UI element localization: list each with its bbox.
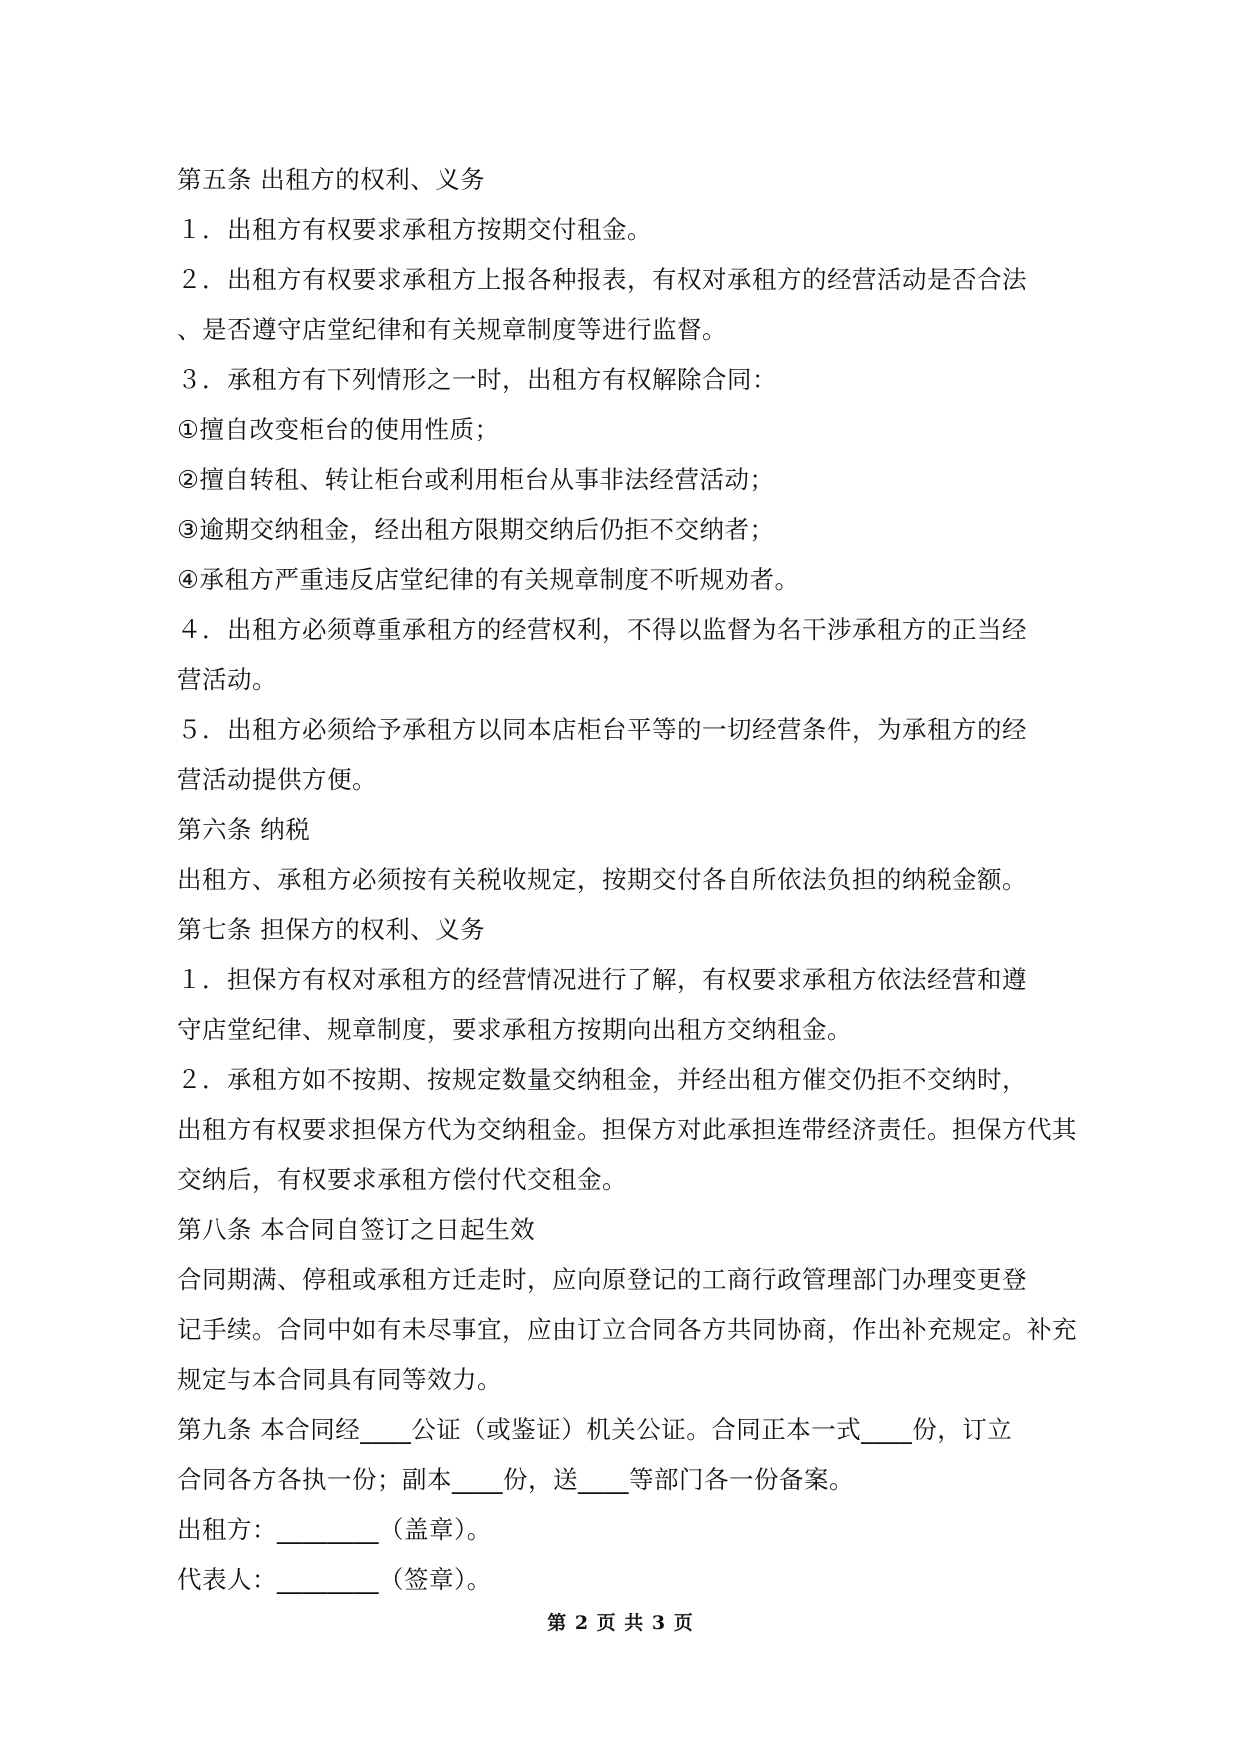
lessor-signature-line: 出租方：________（盖章）。 bbox=[177, 1515, 492, 1544]
article-6-heading: 第六条 纳税 bbox=[177, 815, 311, 844]
text-line: ４．出租方必须尊重承租方的经营权利，不得以监督为名干涉承租方的正当经 bbox=[177, 615, 1027, 644]
representative-signature-line: 代表人：________（签章）。 bbox=[177, 1565, 492, 1594]
text-line: 营活动。 bbox=[177, 665, 277, 694]
text-line: １．担保方有权对承租方的经营情况进行了解，有权要求承租方依法经营和遵 bbox=[177, 965, 1027, 994]
text-line: ③逾期交纳租金，经出租方限期交纳后仍拒不交纳者； bbox=[177, 515, 775, 544]
text-line: ３．承租方有下列情形之一时，出租方有权解除合同： bbox=[177, 365, 777, 394]
text-line: １．出租方有权要求承租方按期交付租金。 bbox=[177, 215, 652, 244]
text-line: ④承租方严重违反店堂纪律的有关规章制度不听规劝者。 bbox=[177, 565, 800, 594]
text-line: 规定与本合同具有同等效力。 bbox=[177, 1365, 502, 1394]
text-line: 交纳后，有权要求承租方偿付代交租金。 bbox=[177, 1165, 627, 1194]
article-5-heading: 第五条 出租方的权利、义务 bbox=[177, 165, 486, 194]
text-line: 合同各方各执一份；副本____份，送____等部门各一份备案。 bbox=[177, 1465, 854, 1494]
text-line: ①擅自改变柜台的使用性质； bbox=[177, 415, 500, 444]
text-line: 出租方有权要求担保方代为交纳租金。担保方对此承担连带经济责任。担保方代其 bbox=[177, 1115, 1077, 1144]
article-7-heading: 第七条 担保方的权利、义务 bbox=[177, 915, 486, 944]
text-line: 出租方、承租方必须按有关税收规定，按期交付各自所依法负担的纳税金额。 bbox=[177, 865, 1027, 894]
text-line: 营活动提供方便。 bbox=[177, 765, 377, 794]
text-line: ２．承租方如不按期、按规定数量交纳租金，并经出租方催交仍拒不交纳时， bbox=[177, 1065, 1027, 1094]
text-line: 记手续。合同中如有未尽事宜，应由订立合同各方共同协商，作出补充规定。补充 bbox=[177, 1315, 1077, 1344]
text-line: ②擅自转租、转让柜台或利用柜台从事非法经营活动； bbox=[177, 465, 775, 494]
text-line: 合同期满、停租或承租方迁走时，应向原登记的工商行政管理部门办理变更登 bbox=[177, 1265, 1027, 1294]
article-8-heading: 第八条 本合同自签订之日起生效 bbox=[177, 1215, 536, 1244]
text-line: 、是否遵守店堂纪律和有关规章制度等进行监督。 bbox=[177, 315, 727, 344]
document-body bbox=[177, 155, 1097, 1605]
text-line: ２．出租方有权要求承租方上报各种报表，有权对承租方的经营活动是否合法 bbox=[177, 265, 1027, 294]
article-9-line: 第九条 本合同经____公证（或鉴证）机关公证。合同正本一式____份，订立 bbox=[177, 1415, 1013, 1444]
text-line: 守店堂纪律、规章制度，要求承租方按期向出租方交纳租金。 bbox=[177, 1015, 852, 1044]
text-line: ５．出租方必须给予承租方以同本店柜台平等的一切经营条件，为承租方的经 bbox=[177, 715, 1027, 744]
page-number-footer: 第 2 页 共 3 页 bbox=[547, 1612, 694, 1634]
